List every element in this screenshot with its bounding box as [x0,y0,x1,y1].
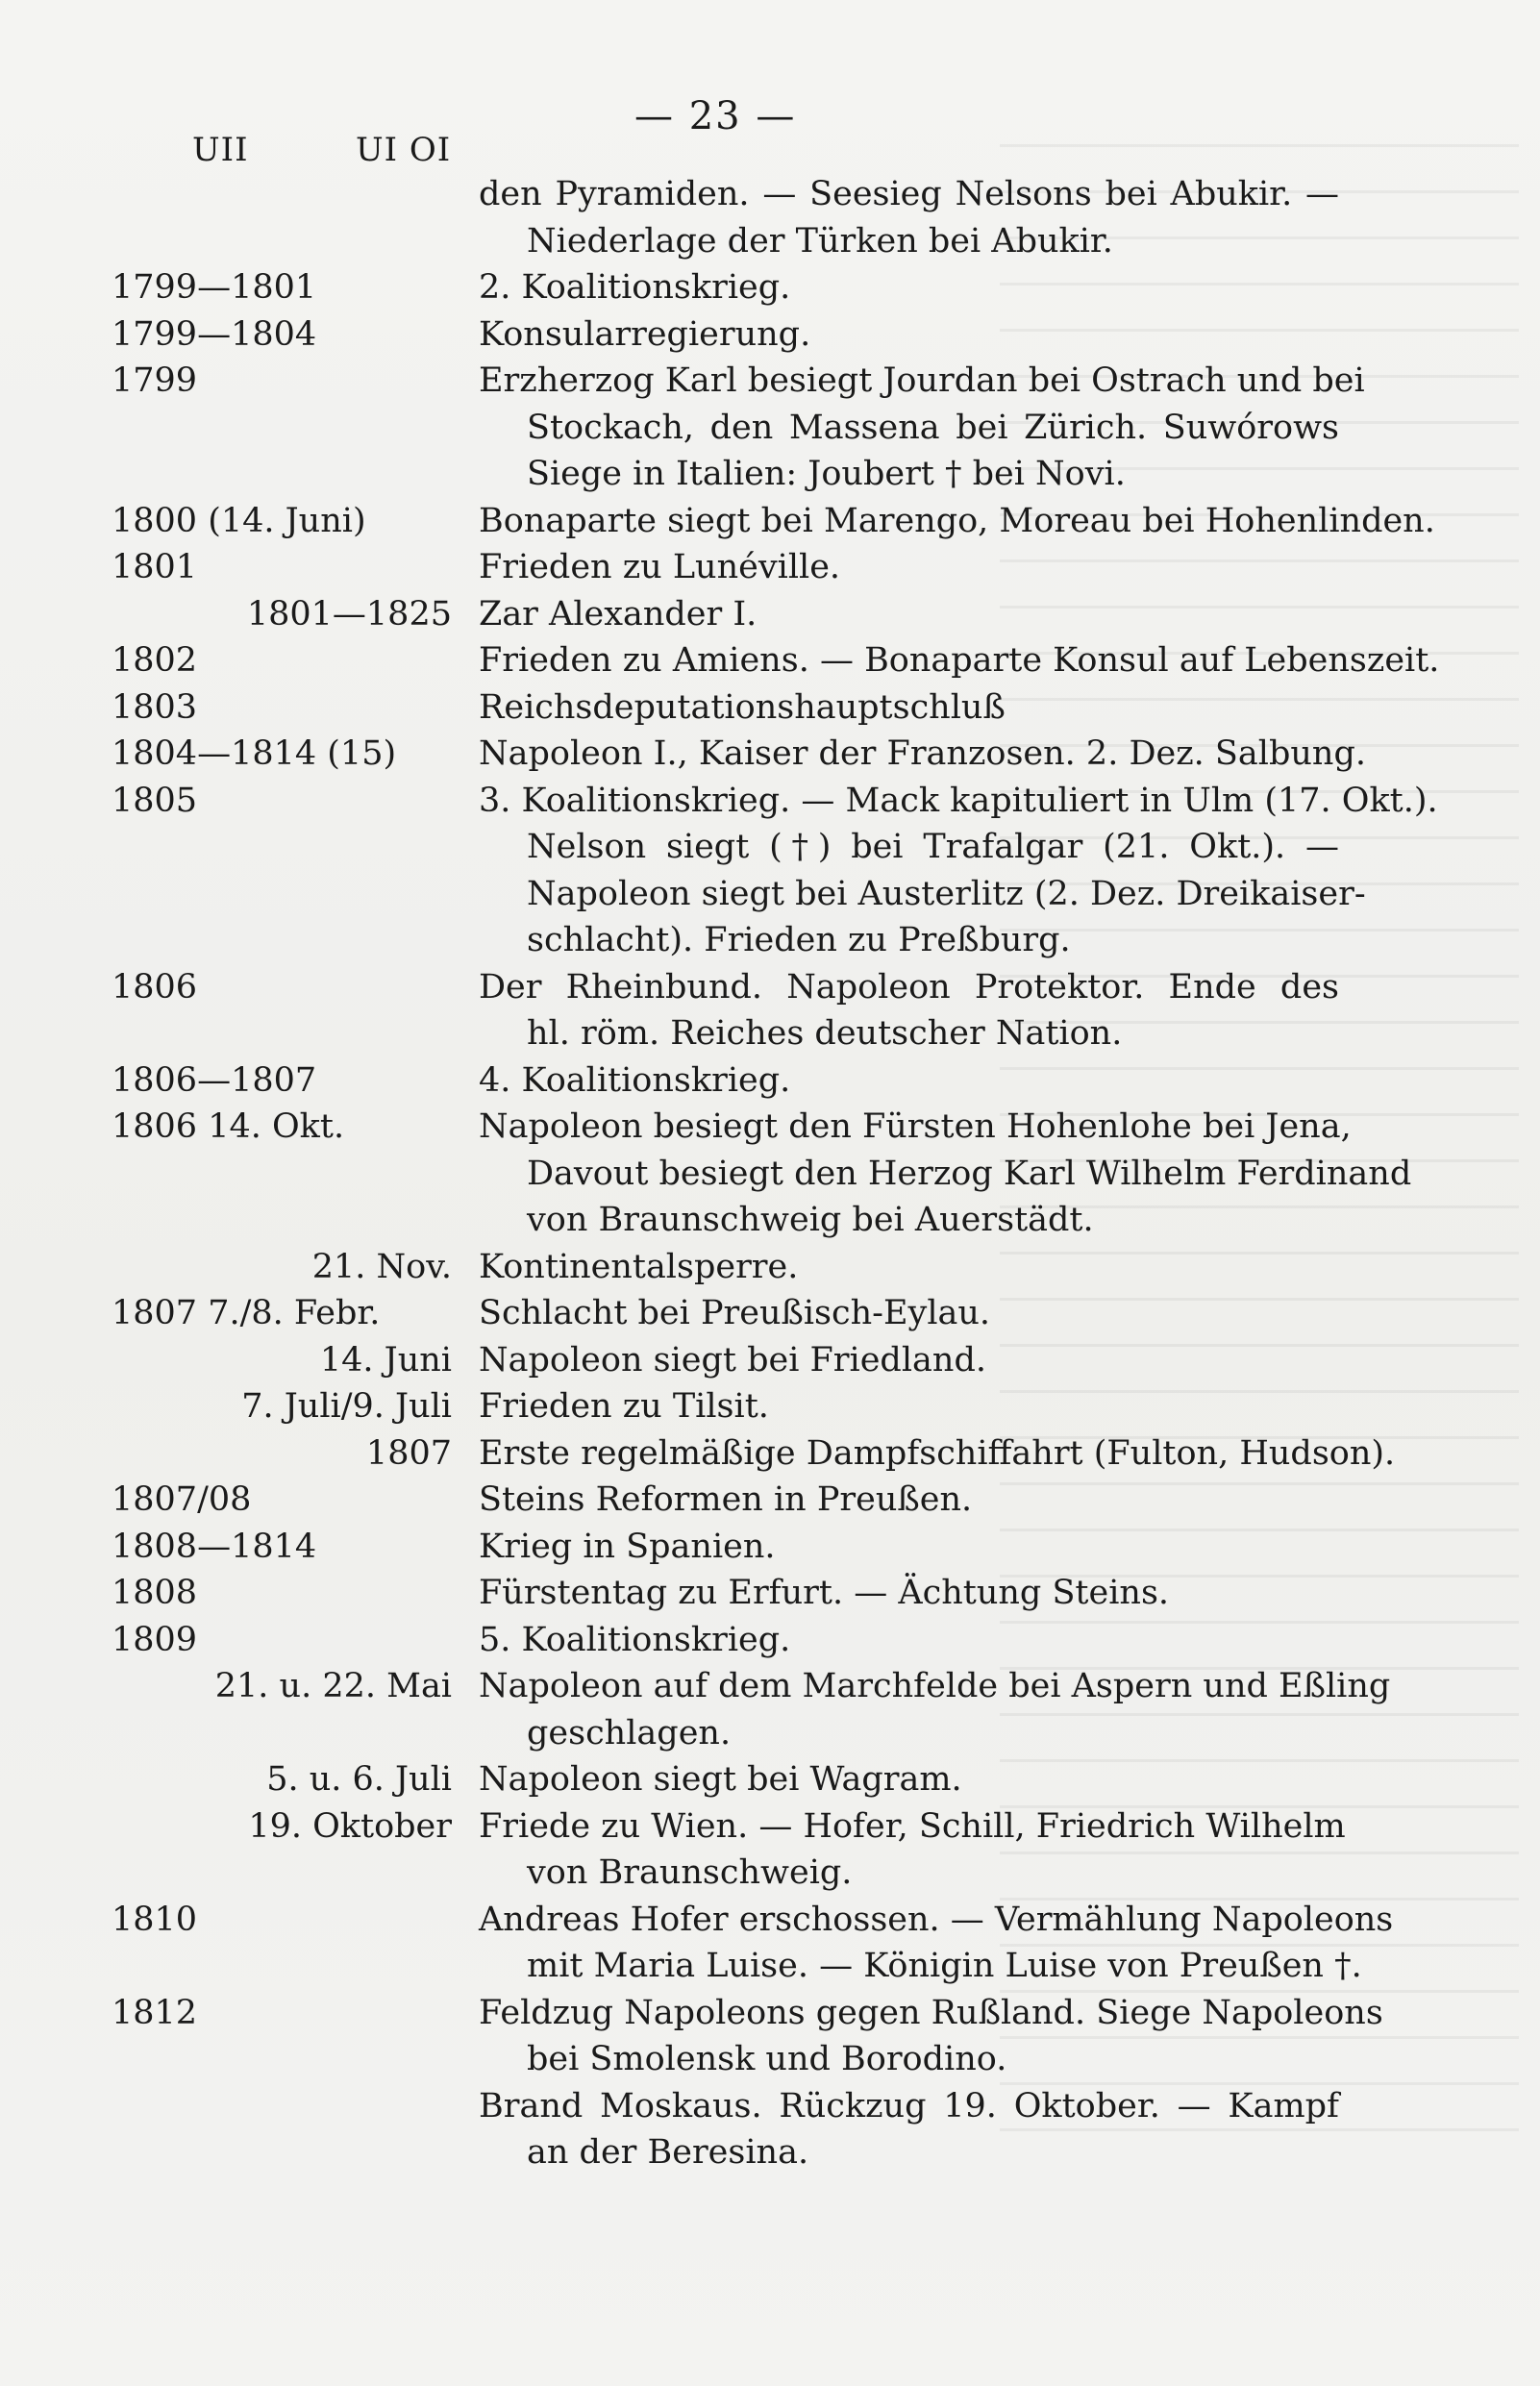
event-text: Frieden zu Tilsit. [479,1387,769,1426]
date-primary: 1801 [112,548,198,586]
chronology-line [0,1104,1540,1151]
chronology-table [0,171,1540,2176]
chronology-line [0,1337,1540,1384]
event-text: 3. Koalitionskrieg. — Mack kapituliert in Ulm (17. Okt.). [479,781,1438,820]
event-text: Reichsdeputationshauptschluß [479,687,1006,727]
event-text: mit Maria Luise. — Königin Luise von Preußen †. [527,1947,1362,1985]
date-primary: 1810 [112,1900,198,1939]
date-primary: 1807/08 [112,1480,252,1519]
date-secondary: 1807 [365,1433,452,1473]
chronology-line [0,824,1540,871]
chronology-line [0,405,1540,452]
chronology-line [0,1430,1540,1478]
event-text: Andreas Hofer erschossen. — Vermählung Napoleons [479,1900,1394,1939]
chronology-line [0,684,1540,732]
event-text: 4. Koalitionskrieg. [479,1060,791,1100]
date-primary: 1799—1804 [112,314,317,354]
date-primary: 1808 [112,1574,198,1612]
chronology-line [0,1057,1540,1105]
column-header-left: UII [192,131,249,169]
date-primary: 1802 [112,641,198,680]
event-text: Krieg in Spanien. [479,1527,776,1566]
date-primary: 1808—1814 [112,1527,317,1566]
chronology-line [0,1197,1540,1244]
chronology-line [0,778,1540,825]
event-text: Frieden zu Lunéville. [479,548,841,586]
chronology-line [0,1756,1540,1803]
event-text: 5. Koalitionskrieg. [479,1620,791,1659]
chronology-line [0,731,1540,778]
date-secondary: 14. Juni [319,1340,452,1379]
date-secondary: 5. u. 6. Juli [266,1760,452,1799]
chronology-line [0,2083,1540,2130]
chronology-line [0,964,1540,1011]
event-text: Bonaparte siegt bei Marengo, Moreau bei Hohenlinden. [479,501,1435,540]
event-text: Davout besiegt den Herzog Karl Wilhelm Ferdinand [527,1154,1412,1193]
date-primary: 1806—1807 [112,1060,317,1100]
date-primary: 1804—1814 (15) [112,734,397,773]
chronology-line [0,2129,1540,2176]
event-text: Nelson siegt (†) bei Trafalgar (21. Okt.). — [527,828,1339,866]
chronology-line [0,1477,1540,1524]
chronology-line [0,218,1540,265]
event-text: Niederlage der Türken bei Abukir. [527,221,1113,261]
chronology-line [0,1290,1540,1337]
chronology-line [0,1850,1540,1897]
event-text: schlacht). Frieden zu Preßburg. [527,921,1071,959]
event-text: Fürstentag zu Erfurt. — Ächtung Steins. [479,1574,1170,1612]
event-text: von Braunschweig. [527,1853,853,1892]
event-text: Napoleon I., Kaiser der Franzosen. 2. Dez. Salbung. [479,734,1366,773]
event-text: Konsularregierung. [479,314,811,354]
date-primary: 1800 (14. Juni) [112,501,366,540]
event-text: Brand Moskaus. Rückzug 19. Oktober. — Kampf [479,2086,1339,2125]
event-text: Friede zu Wien. — Hofer, Schill, Friedrich Wilhelm [479,1806,1346,1846]
chronology-line [0,358,1540,405]
chronology-line [0,917,1540,964]
event-text: den Pyramiden. — Seesieg Nelsons bei Abukir. — [479,175,1339,213]
chronology-line [0,1710,1540,1757]
event-text: Kontinentalsperre. [479,1247,799,1286]
chronology-line [0,1010,1540,1057]
chronology-line [0,544,1540,591]
chronology-line [0,1524,1540,1571]
event-text: Napoleon siegt bei Austerlitz (2. Dez. Dreikaiser- [527,874,1366,913]
date-primary: 1806 14. Okt. [112,1107,345,1146]
event-text: Napoleon auf dem Marchfelde bei Aspern und Eßling [479,1667,1391,1705]
chronology-line [0,1897,1540,1944]
event-text: Napoleon siegt bei Friedland. [479,1340,986,1379]
event-text: Stockach, den Massena bei Zürich. Suwórows [527,408,1339,447]
date-primary: 1803 [112,687,198,727]
date-primary: 1799—1801 [112,268,317,307]
date-primary: 1806 [112,967,198,1007]
chronology-line [0,311,1540,359]
event-text: Zar Alexander I. [479,594,758,634]
date-secondary: 7. Juli/9. Juli [241,1387,452,1426]
event-text: von Braunschweig bei Auerstädt. [527,1201,1094,1239]
chronology-line [0,1151,1540,1198]
chronology-line [0,264,1540,311]
chronology-line [0,1803,1540,1851]
date-primary: 1799 [112,361,198,400]
chronology-line [0,498,1540,545]
event-text: Erzherzog Karl besiegt Jourdan bei Ostrach und bei [479,361,1365,400]
column-header-right: UI OI [356,131,452,169]
event-text: 2. Koalitionskrieg. [479,268,791,307]
date-primary: 1812 [112,1993,198,2032]
date-secondary: 19. Oktober [248,1806,452,1846]
event-text: Napoleon besiegt den Fürsten Hohenlohe bei Jena, [479,1107,1352,1146]
event-text: Schlacht bei Preußisch-Eylau. [479,1294,991,1332]
event-text: Steins Reformen in Preußen. [479,1480,973,1519]
chronology-line [0,1663,1540,1710]
chronology-line [0,1990,1540,2037]
chronology-line [0,1383,1540,1430]
chronology-line [0,1943,1540,1990]
date-secondary: 1801—1825 [246,594,452,634]
event-text: Napoleon siegt bei Wagram. [479,1760,962,1799]
chronology-line [0,1244,1540,1291]
date-primary: 1809 [112,1620,198,1659]
date-secondary: 21. u. 22. Mai [214,1667,452,1705]
event-text: hl. röm. Reiches deutscher Nation. [527,1014,1123,1053]
chronology-line [0,2036,1540,2083]
event-text: Der Rheinbund. Napoleon Protektor. Ende des [479,967,1339,1007]
event-text: Feldzug Napoleons gegen Rußland. Siege Napoleons [479,1993,1383,2032]
event-text: bei Smolensk und Borodino. [527,2040,1007,2078]
date-primary: 1807 7./8. Febr. [112,1294,381,1332]
date-secondary: 21. Nov. [311,1247,452,1286]
event-text: Erste regelmäßige Dampfschiffahrt (Fulton, Hudson). [479,1433,1396,1473]
chronology-line [0,637,1540,684]
event-text: Frieden zu Amiens. — Bonaparte Konsul auf Lebenszeit. [479,641,1440,680]
page-number: — 23 — [634,94,797,138]
chronology-line [0,871,1540,918]
date-primary: 1805 [112,781,198,820]
event-text: Siege in Italien: Joubert † bei Novi. [527,455,1126,493]
chronology-line [0,171,1540,218]
chronology-line [0,591,1540,638]
chronology-line [0,1570,1540,1617]
event-text: geschlagen. [527,1713,732,1752]
event-text: an der Beresina. [527,2133,809,2172]
chronology-line [0,1617,1540,1664]
chronology-line [0,451,1540,498]
